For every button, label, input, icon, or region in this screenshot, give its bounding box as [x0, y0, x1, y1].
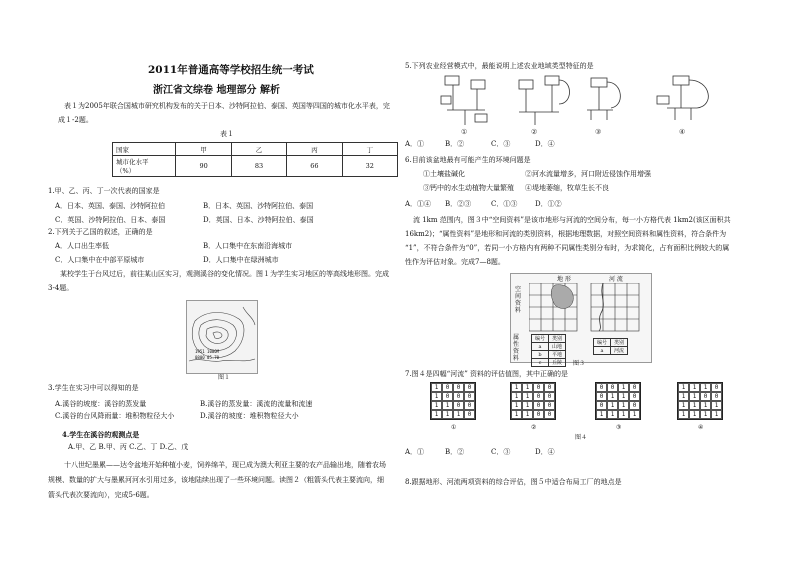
table-header-cell: 丙 — [287, 143, 342, 156]
grid-cell: 1 — [522, 383, 533, 392]
fig3-spatial-grids — [529, 283, 647, 333]
grid-label-2: ② — [531, 424, 537, 431]
q1-option-b: B．日本、英国、沙特阿拉伯、泰国 — [203, 202, 314, 210]
q5-option-a: A．① — [405, 140, 425, 148]
grid-cell: 1 — [442, 401, 453, 410]
grid-cell: 1 — [511, 401, 522, 410]
q6-item-4: ④堤地萎缩，牧草生长不良 — [525, 184, 609, 192]
q1-option-c: C．英国、沙特阿拉伯、日本、泰国 — [55, 216, 166, 224]
q3-option-b: B.溪谷的蒸发量：溪流的流量和流速 — [200, 400, 313, 408]
grid-cell: 0 — [442, 392, 453, 401]
table-header-cell: 乙 — [231, 143, 286, 156]
grid-cell: 1 — [596, 410, 607, 419]
q2-stem: 2.下列关于乙国的叙述，正确的是 — [48, 228, 153, 236]
grid-cell: 1 — [678, 401, 689, 410]
grid-cell: 0 — [544, 410, 555, 419]
evaluation-grid-1 — [430, 382, 476, 420]
grid-cell: 0 — [629, 392, 640, 401]
grid-cell: 0 — [464, 383, 475, 392]
grid-cell: 1 — [453, 410, 464, 419]
fig2-label-2: ② — [531, 128, 538, 136]
attr-cell: 编号 — [532, 335, 549, 343]
table-row-label — [113, 156, 176, 177]
grid-cell: 1 — [689, 401, 700, 410]
q2-option-d: D．人口集中在绿洲城市 — [203, 256, 279, 264]
intro-line-2: 成１-2题。 — [58, 116, 93, 124]
q7-option-d: D．④ — [535, 448, 555, 456]
contour-map-figure — [186, 300, 258, 374]
q4-stem: 4.学生在溪谷的观测点是 — [62, 430, 140, 439]
table-cell: 83 — [231, 156, 286, 177]
grid-cell: 1 — [678, 383, 689, 392]
q3-option-c: C.溪谷的台风降雨量：堆积物粒径大小 — [55, 412, 175, 420]
q1-stem: 1.甲、乙、丙、丁一次代表的国家是 — [48, 187, 160, 195]
q7-option-b: B．② — [445, 448, 465, 456]
grid-cell: 1 — [511, 410, 522, 419]
grid-cell: 1 — [431, 392, 442, 401]
grid-label-4: ④ — [698, 424, 704, 431]
q5-option-b: B．② — [445, 140, 465, 148]
grid-cell: 1 — [618, 392, 629, 401]
attr-cell: a — [594, 347, 611, 355]
grid-cell: 1 — [618, 410, 629, 419]
grid-cell: 1 — [607, 392, 618, 401]
evaluation-grid-4 — [677, 382, 723, 420]
row-unit: （%） — [116, 167, 136, 175]
intro7-line-2: 16km2)；“属性资料”是地形和河流的类别资料，根据地理数据，对照空间资料和属性资料，符合条件为 — [405, 230, 727, 238]
attr-cell: 类别 — [549, 335, 566, 343]
table-cell: 32 — [342, 156, 397, 177]
intro7-line-1: 流 1km 范围内，图３中“空间资料”是该市地形与河流的空间分布，每一小方格代表 1km2(该区面积共 — [413, 216, 731, 224]
q3-option-a: A.溪谷的坡度：溪谷的蒸发量 — [55, 400, 147, 408]
intro3-line-1: 某校学生于台风过后，前往某山区实习，观测溪谷的变化情况。图１为学生实习地区的等高线地形图。完成 — [60, 270, 389, 278]
fig3-side-label-attribute: 属性资料 — [513, 334, 520, 362]
table-header-cell: 丁 — [342, 143, 397, 156]
table1-caption: 表１ — [220, 130, 234, 138]
fig3-col-label-terrain: 地 形 — [557, 276, 571, 283]
q6-item-2: ②河水流量增多，河口附近侵蚀作用增强 — [525, 170, 651, 178]
fig1-inner-line-1: 1951 1000M — [195, 349, 220, 354]
grid-cell: 0 — [464, 410, 475, 419]
grid-cell: 0 — [711, 392, 722, 401]
intro5-line-2: 规模、数量的扩大与墨累河河水引用过多，该地陆续出现了一些环境问题。读图２（粗箭头代表主要流向，细 — [48, 476, 384, 484]
grid-cell: 0 — [533, 392, 544, 401]
q7-option-a: A．① — [405, 448, 425, 456]
fig1-caption: 图１ — [218, 374, 231, 381]
grid-cell: 0 — [607, 383, 618, 392]
left-column — [48, 0, 398, 566]
grid-cell: 1 — [522, 410, 533, 419]
grid-cell: 1 — [711, 401, 722, 410]
fig2-label-3: ③ — [595, 128, 602, 136]
fig3-side-label-spatial: 空间资料 — [515, 286, 522, 314]
title-line-2: 浙江省文综卷 地理部分 解析 — [153, 85, 280, 96]
q2-option-a: A．人口出生率低 — [55, 242, 110, 250]
grid-cell: 0 — [596, 383, 607, 392]
grid-cell: 1 — [700, 383, 711, 392]
table-row — [113, 156, 398, 177]
grid-cell: 0 — [629, 383, 640, 392]
q3-stem: 3.学生在实习中可以得知的是 — [48, 384, 139, 392]
attr-cell: c — [532, 359, 549, 367]
grid-cell: 1 — [689, 392, 700, 401]
grid-cell: 1 — [431, 401, 442, 410]
q7-option-c: C．③ — [491, 448, 511, 456]
table-header-cell: 国家 — [113, 143, 176, 156]
fig3-attr-table-terrain — [531, 334, 566, 367]
grid-cell: 1 — [700, 401, 711, 410]
grid-cell: 1 — [629, 410, 640, 419]
q6-option-c: C．①③ — [491, 200, 518, 208]
title-line-1: 2011年普通高等学校招生统一考试 — [148, 64, 314, 76]
fig3-attr-table-river — [593, 338, 628, 355]
grid-cell: 0 — [700, 392, 711, 401]
q5-option-c: C．③ — [491, 140, 511, 148]
attr-cell: 丘陵 — [549, 359, 566, 367]
grid-cell: 1 — [700, 410, 711, 419]
grid-cell: 1 — [618, 383, 629, 392]
fig2-label-1: ① — [461, 128, 468, 136]
q3-option-d: D.溪谷的坡度：堆积物粒径大小 — [200, 412, 299, 420]
q8-stem: 8.跟据地形、河流两项资料的综合评估，图５中适合布局工厂的地点是 — [405, 478, 622, 486]
q5-stem: 5.下列农业经营模式中，最能说明上述农业地域类型特征的是 — [405, 62, 594, 70]
grid-cell: 0 — [629, 401, 640, 410]
grid-cell: 0 — [533, 383, 544, 392]
fig3-caption: 图３ — [573, 360, 586, 367]
fig3-col-label-river: 河 流 — [609, 276, 623, 283]
grid-cell: 0 — [464, 401, 475, 410]
grid-cell: 1 — [431, 383, 442, 392]
grid-cell: 1 — [522, 392, 533, 401]
fig1-inner-line-2: 0800 05.70 — [195, 355, 220, 360]
intro5-line-3: 箭头代表次要流向），完成5-6题。 — [48, 491, 154, 499]
grid-cell: 0 — [596, 392, 607, 401]
grid-cell: 0 — [544, 392, 555, 401]
q6-option-b: B．②③ — [445, 200, 472, 208]
q6-item-3: ③钙中的水生动植物大量繁殖 — [423, 184, 514, 192]
evaluation-grid-2 — [510, 382, 556, 420]
attr-cell: 山地 — [549, 343, 566, 351]
grid-cell: 1 — [689, 410, 700, 419]
grid-cell: 1 — [618, 401, 629, 410]
table-cell: 66 — [287, 156, 342, 177]
q7-stem: 7.图４是四幅“河流” 资料的评估值图，其中正确的是 — [405, 370, 569, 378]
attr-cell: 平地 — [549, 351, 566, 359]
intro7-line-4: 性作为评估对象。完成7—8题。 — [405, 258, 505, 266]
table-cell: 90 — [176, 156, 231, 177]
q2-option-c: C．人口集中在中部平原城市 — [55, 256, 145, 264]
q6-option-d: D．①② — [535, 200, 562, 208]
table-header-row — [113, 143, 398, 156]
grid-cell: 0 — [533, 401, 544, 410]
grid-cell: 1 — [431, 410, 442, 419]
contour-lines — [187, 301, 257, 373]
right-column — [405, 0, 750, 566]
grid-cell: 0 — [442, 383, 453, 392]
grid-cell: 1 — [511, 383, 522, 392]
grid-cell: 1 — [607, 401, 618, 410]
attr-cell: 编号 — [594, 339, 611, 347]
evaluation-grid-3 — [595, 382, 641, 420]
intro5-line-1: 十八世纪墨累——达令盆地开始种植小麦，饲养绵羊，现已成为澳大利亚主要的农产品输出地，随着农场 — [64, 461, 386, 469]
grid-cell: 0 — [533, 410, 544, 419]
grid-label-1: ① — [451, 424, 457, 431]
q6-option-a: A．①④ — [405, 200, 432, 208]
q4-options: A.甲、乙 B.甲、丙 C.乙、丁 D.乙、戊 — [68, 443, 189, 451]
grid-cell: 0 — [711, 383, 722, 392]
intro-line-1: 表１为2005年联合国城市研究机构发布的关于日本、沙特阿拉伯、泰国、英国等四国的城市化水平表，完 — [64, 102, 390, 110]
q6-item-1: ①土壤盐碱化 — [423, 170, 465, 178]
grid-cell: 1 — [511, 392, 522, 401]
grid-cell: 1 — [678, 392, 689, 401]
grid-cell: 1 — [607, 410, 618, 419]
intro7-line-3: “1”，不符合条件为“0”，若同一小方格内有两种不同属性类别分布时，为求简化，占有面积比例较大的属 — [405, 244, 730, 252]
grid-cell: 0 — [453, 383, 464, 392]
farm-model-diagrams — [435, 70, 735, 136]
grid-cell: 1 — [711, 410, 722, 419]
attr-cell: 河流 — [611, 347, 628, 355]
grid-cell: 0 — [544, 401, 555, 410]
grid-cell: 0 — [453, 401, 464, 410]
row-label: 城市化水平 — [116, 158, 149, 166]
q5-option-d: D．④ — [535, 140, 555, 148]
grid-cell: 1 — [678, 410, 689, 419]
grid-cell: 0 — [596, 401, 607, 410]
grid-cell: 1 — [689, 383, 700, 392]
fig2-label-4: ④ — [679, 128, 686, 136]
grid-cell: 0 — [464, 392, 475, 401]
grid-cell: 1 — [442, 410, 453, 419]
grid-cell: 0 — [453, 392, 464, 401]
attr-cell: 类别 — [611, 339, 628, 347]
grid-label-3: ③ — [616, 424, 622, 431]
fig4-caption: 图４ — [575, 434, 588, 441]
grid-cell: 0 — [544, 383, 555, 392]
grid-cell: 1 — [522, 401, 533, 410]
urbanization-table — [112, 142, 398, 177]
attr-cell: b — [532, 351, 549, 359]
q6-stem: 6.目前该盆地最有可能产生的环境问题是 — [405, 156, 531, 164]
intro3-line-2: 3-4题。 — [48, 284, 74, 292]
q1-option-d: D．英国、日本、沙特阿拉伯、泰国 — [203, 216, 314, 224]
attr-cell: a — [532, 343, 549, 351]
q1-option-a: A．日本、英国、泰国、沙特阿拉伯 — [55, 202, 166, 210]
table-header-cell: 甲 — [176, 143, 231, 156]
q2-option-b: B．人口集中在东南沿海城市 — [203, 242, 293, 250]
